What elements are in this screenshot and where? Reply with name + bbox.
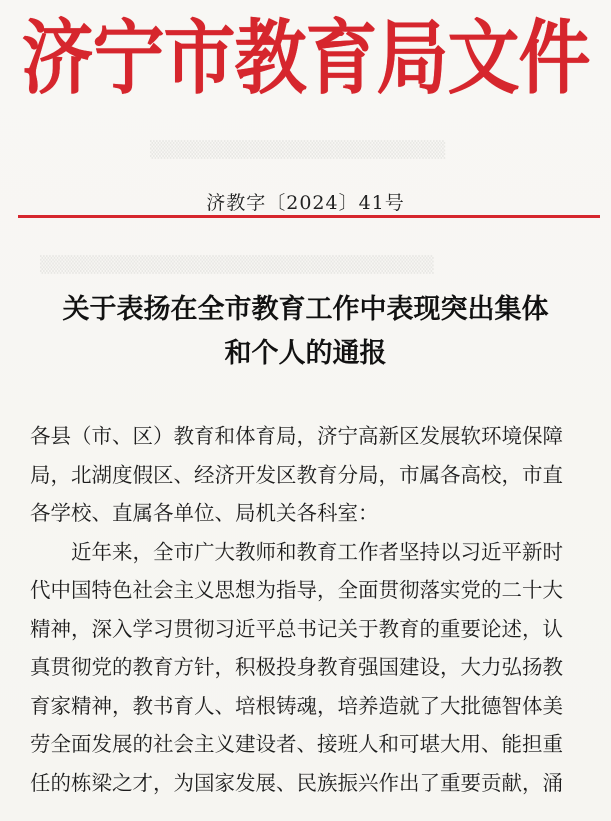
title-line-2: 和个人的通报: [224, 338, 387, 369]
body-line: 代中国特色社会主义思想为指导，全面贯彻落实党的二十大: [30, 578, 563, 602]
bleed-through-text: ▒▒▒▒▒▒▒▒▒▒▒▒▒▒▒▒▒▒▒▒▒▒▒▒: [150, 140, 446, 159]
body-line: 各县（市、区）教育和体育局，济宁高新区发展软环境保障: [30, 424, 563, 448]
body-line: 近年来，全市广大教师和教育工作者坚持以习近平新时: [71, 539, 563, 564]
document-title: [0, 288, 611, 376]
red-divider-line: [18, 215, 600, 218]
document-number: 济教字〔2024〕41号: [206, 192, 405, 214]
body-line: 劳全面发展的社会主义建设者、接班人和可堪大用、能担重: [30, 732, 563, 756]
bleed-through-text: ▒▒▒▒▒▒▒▒▒▒▒▒▒▒▒▒▒▒▒▒▒▒▒▒▒▒▒▒▒▒▒▒: [40, 255, 434, 274]
body-line: 任的栋梁之才，为国家发展、民族振兴作出了重要贡献，涌: [30, 770, 563, 795]
body-line: 局，北湖度假区、经济开发区教育分局，市属各高校，市直: [30, 462, 563, 487]
body-line: 精神，深入学习贯彻习近平总书记关于教育的重要论述，认: [30, 616, 563, 641]
document-masthead: 济宁市教育局文件: [21, 9, 590, 106]
body-line: 真贯彻党的教育方针，积极投身教育强国建设，大力弘扬教: [30, 655, 563, 679]
document-body: [30, 417, 588, 802]
body-line: 各学校、直属各单位、局机关各科室：: [30, 501, 379, 525]
body-line: 育家精神，教书育人、培根铸魂，培养造就了大批德智体美: [30, 693, 563, 718]
title-line-1: 关于表扬在全市教育工作中表现突出集体: [62, 294, 549, 325]
